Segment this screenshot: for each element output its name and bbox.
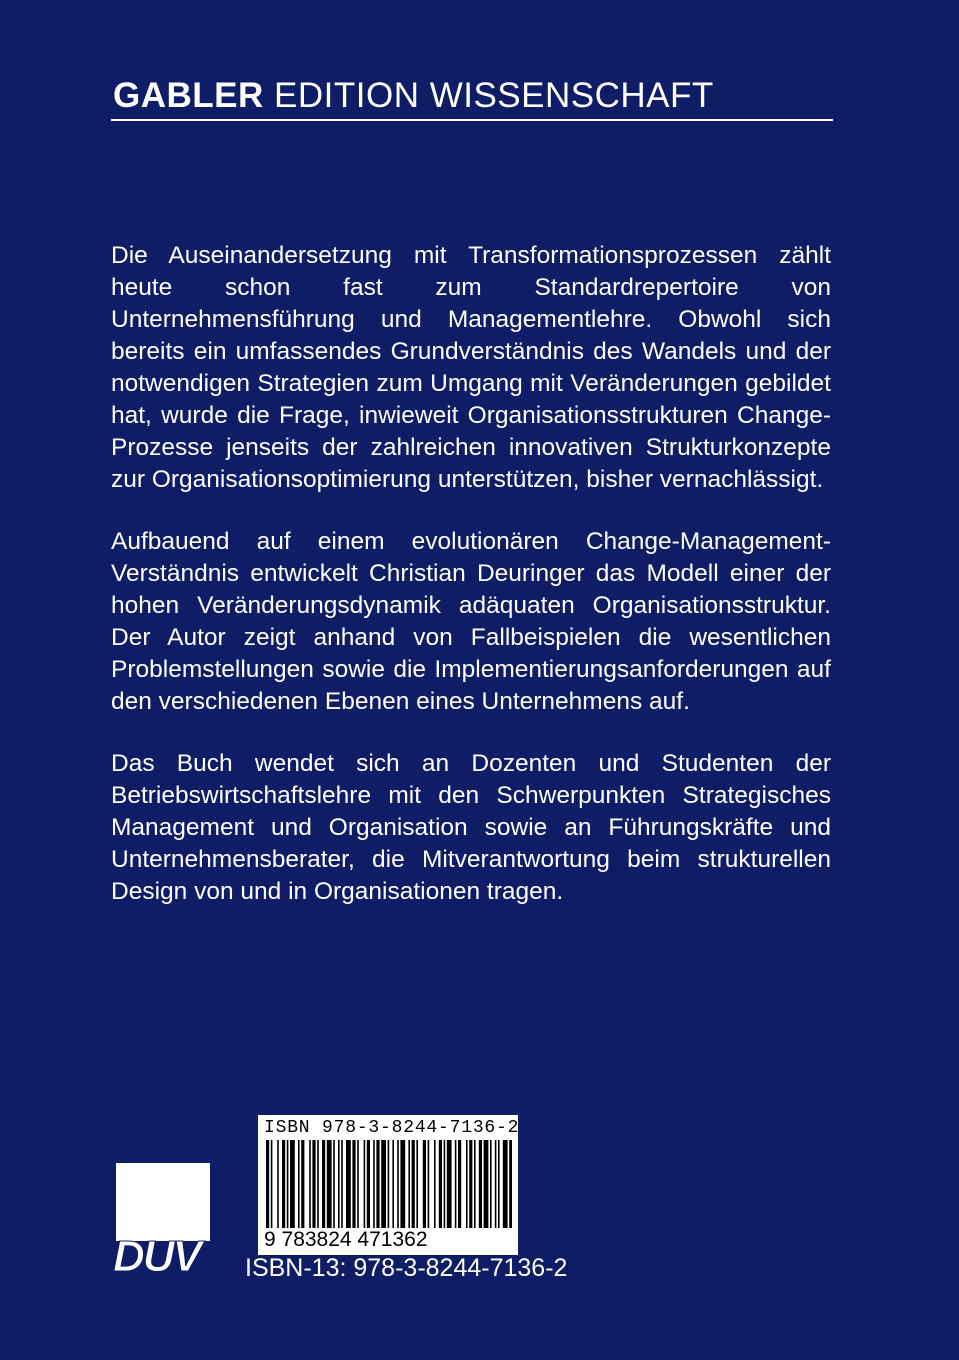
barcode-bar — [400, 1140, 405, 1228]
barcode-bar — [469, 1140, 472, 1228]
barcode-bar — [444, 1140, 446, 1228]
barcode-bar — [346, 1140, 351, 1228]
barcode-bar — [447, 1140, 452, 1228]
barcode-bar — [282, 1140, 285, 1228]
blurb-paragraph-3: Das Buch wendet sich an Dozenten und Studenten der Betriebswirtschaftslehre mit den Schwerpunkten Strategisches Management und Organisation sowie an Führungskräfte und Unternehmensberater, die Mitverantwortung beim strukturellen Design von und in Organisationen tragen. — [111, 750, 831, 905]
barcode-bar — [388, 1140, 390, 1228]
barcode-bar — [277, 1140, 279, 1228]
logo-block — [116, 1163, 210, 1241]
barcode-bar — [338, 1140, 340, 1228]
barcode-bar — [364, 1140, 366, 1228]
series-name-bold: GABLER — [113, 76, 264, 115]
barcode-bar — [317, 1140, 319, 1228]
barcode-bar — [309, 1140, 311, 1228]
barcode-bar — [271, 1140, 273, 1228]
barcode-bar — [327, 1140, 332, 1228]
barcode-bar — [503, 1140, 508, 1228]
barcode-bar — [392, 1140, 394, 1228]
barcode-bars — [264, 1140, 512, 1228]
blurb-paragraph-2: Aufbauend auf einem evolutionären Change-Management-Verständnis entwickelt Christian Deuringer das Modell einer der hohen Veränderungsdynamik adäquaten Organisationsstruktur. Der Autor zeigt anhand von Fallbeispielen die wesentlichen Problemstellungen sowie die Implementierungsanforderungen auf den verschiedenen Ebenen eines Unternehmens auf. — [111, 528, 831, 715]
barcode-bar — [367, 1140, 370, 1228]
title-rule — [111, 119, 833, 121]
isbn-13: ISBN-13: 978-3-8244-7136-2 — [245, 1254, 568, 1282]
barcode-bar — [474, 1140, 476, 1228]
barcode-bar — [381, 1140, 386, 1228]
barcode-bar — [479, 1140, 482, 1228]
barcode-bar — [298, 1140, 300, 1228]
barcode-bar — [428, 1140, 430, 1228]
barcode-bar — [412, 1140, 415, 1228]
blurb-paragraph-1: Die Auseinandersetzung mit Transformationsprozessen zählt heute schon fast zum Standardrepertoire von Unternehmensführung und Managementlehre. Obwohl sich bereits ein umfassendes Grundverständnis des Wandels und der notwendigen Strategien zum Umgang mit Veränderungen gebildet hat, wurde die Frage, inwieweit Organisationsstrukturen Change-Prozesse jenseits der zahlreichen innovativen Strukturkonzepte zur Organisationsoptimierung unterstützen, bisher vernachlässigt. — [111, 242, 831, 493]
barcode-bar — [458, 1140, 461, 1228]
blurb-text — [111, 240, 831, 938]
barcode-bar — [290, 1140, 295, 1228]
barcode-bar — [397, 1140, 399, 1228]
barcode-bar — [466, 1140, 468, 1228]
publisher-logo — [113, 1163, 211, 1281]
barcode-bar — [376, 1140, 379, 1228]
barcode-bar — [357, 1140, 359, 1228]
barcode-bar — [498, 1140, 500, 1228]
barcode-bar — [484, 1140, 489, 1228]
barcode-bar — [287, 1140, 289, 1228]
barcode-bar — [301, 1140, 304, 1228]
barcode-bar — [416, 1140, 418, 1228]
series-name-rest: EDITION WISSENSCHAFT — [274, 76, 714, 115]
barcode-bar — [333, 1140, 335, 1228]
barcode-bar — [490, 1140, 492, 1228]
barcode-isbn-label: ISBN 978-3-8244-7136-2 — [264, 1118, 520, 1138]
barcode-bar — [352, 1140, 355, 1228]
barcode-bar — [312, 1140, 315, 1228]
barcode-bar — [509, 1140, 512, 1228]
barcode-bar — [408, 1140, 410, 1228]
barcode-bar — [434, 1140, 436, 1228]
barcode-bar — [439, 1140, 442, 1228]
barcode-bar — [322, 1140, 325, 1228]
barcode-bar — [341, 1140, 343, 1228]
barcode-bar — [423, 1140, 426, 1228]
barcode-ean-digits: 9 783824 471362 — [264, 1228, 428, 1251]
barcode-bar — [266, 1140, 269, 1228]
barcode-bar — [373, 1140, 375, 1228]
barcode-bar — [455, 1140, 457, 1228]
logo-text: DUV — [113, 1232, 200, 1281]
barcode-bar — [495, 1140, 497, 1228]
barcode — [258, 1115, 518, 1255]
series-title — [113, 76, 714, 116]
